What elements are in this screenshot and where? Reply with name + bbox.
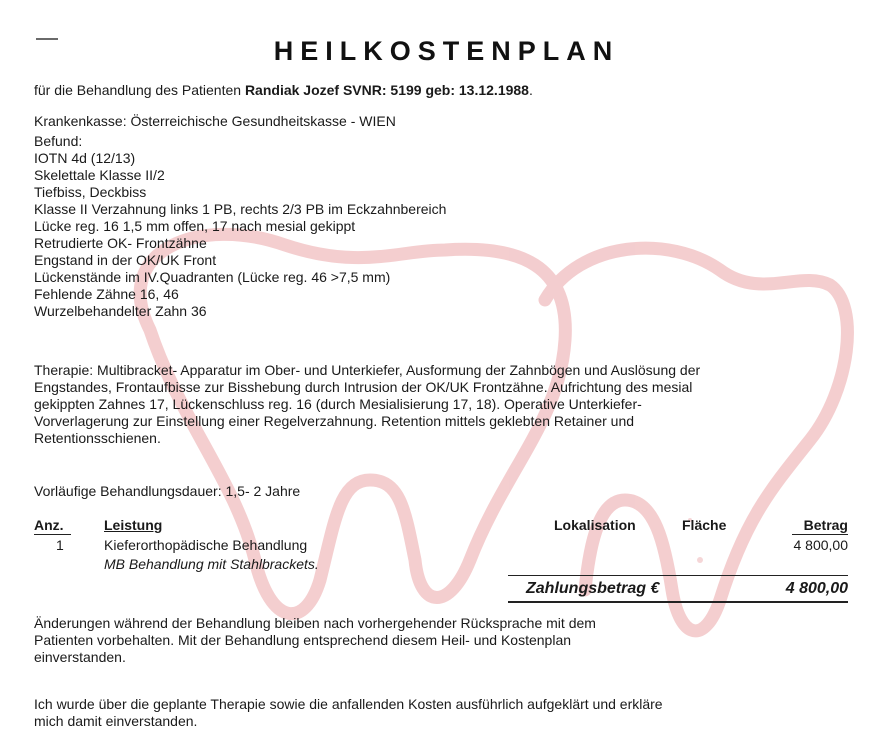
col-header-lokalisation: Lokalisation (554, 517, 636, 533)
row-leistung: Kieferorthopädische Behandlung (104, 537, 308, 553)
total-label: Zahlungsbetrag € (526, 580, 660, 597)
total-value: 4 800,00 (785, 580, 848, 597)
therapie-line: Vorverlagerung zur Einstellung einer Regelverzahnung. Retention mittels geklebten Retainer und (34, 413, 635, 429)
befund-line: Fehlende Zähne 16, 46 (34, 286, 179, 302)
total-top-rule (508, 575, 848, 576)
aenderungen-paragraph (34, 615, 596, 666)
befund-line: Engstand in der OK/UK Front (34, 252, 217, 268)
befund-line: Retrudierte OK- Frontzähne (34, 235, 207, 251)
befund-line: Lückenstände im IV.Quadranten (Lücke reg. 46 >7,5 mm) (34, 269, 391, 285)
befund-line: Skelettale Klasse II/2 (34, 167, 165, 183)
patient-line (34, 82, 533, 99)
befund-line: Tiefbiss, Deckbiss (34, 184, 147, 200)
aufklaerung-line: Ich wurde über die geplante Therapie sowie die anfallenden Kosten ausführlich aufgeklärt und erkläre (34, 696, 663, 712)
therapie-line: Engstandes, Frontaufbisse zur Bisshebung durch Intrusion der OK/UK Frontzähne. Aufrichtung des mesial (34, 379, 693, 395)
col-header-betrag: Betrag (803, 517, 848, 533)
patient-suffix: . (528, 82, 533, 98)
aufklaerung-line: mich damit einverstanden. (34, 713, 198, 729)
betrag-header-underline (792, 534, 848, 535)
patient-prefix: für die Behandlung des Patienten (34, 82, 245, 98)
aenderungen-line: Änderungen während der Behandlung bleiben nach vorhergehender Rücksprache mit dem (34, 615, 596, 631)
row-anz: 1 (56, 537, 64, 553)
befund-line: Wurzelbehandelter Zahn 36 (34, 303, 207, 319)
befund-line: Lücke reg. 16 1,5 mm offen, 17 nach mesial gekippt (34, 218, 356, 234)
befund-line: IOTN 4d (12/13) (34, 150, 136, 166)
aenderungen-line: Patienten vorbehalten. Mit der Behandlung entsprechend diesem Heil- und Kostenplan (34, 632, 572, 648)
therapie-line: Therapie: Multibracket- Apparatur im Ober- und Unterkiefer, Ausformung der Zahnbögen und Auslösung der (34, 362, 701, 378)
therapie-paragraph (34, 362, 700, 447)
aenderungen-line: einverstanden. (34, 649, 126, 665)
befund-line: Klasse II Verzahnung links 1 PB, rechts 2/3 PB im Eckzahnbereich (34, 201, 447, 217)
anz-header-underline (34, 534, 71, 535)
total-bottom-rule (508, 601, 848, 603)
row-betrag: 4 800,00 (793, 537, 848, 553)
therapie-line: Retentionsschienen. (34, 430, 161, 446)
befund-line: Befund: (34, 133, 83, 149)
krankenkasse-line: Krankenkasse: Österreichische Gesundheitskasse - WIEN (34, 113, 396, 129)
befund-section (34, 133, 446, 320)
row-detail: MB Behandlung mit Stahlbrackets. (104, 556, 319, 572)
col-header-leistung: Leistung (104, 517, 163, 533)
aufklaerung-paragraph (34, 696, 663, 730)
therapie-line: gekippten Zahnes 17, Lückenschluss reg. 16 (durch Mesialisierung 17, 18). Operative Unterkiefer- (34, 396, 642, 412)
col-header-flaeche: Fläche (682, 517, 727, 533)
document-title: HEILKOSTENPLAN (273, 36, 620, 66)
behandlungsdauer-line: Vorläufige Behandlungsdauer: 1,5- 2 Jahre (34, 483, 301, 499)
patient-details: Randiak Jozef SVNR: 5199 geb: 13.12.1988 (244, 82, 529, 98)
col-header-anz: Anz. (34, 517, 64, 533)
